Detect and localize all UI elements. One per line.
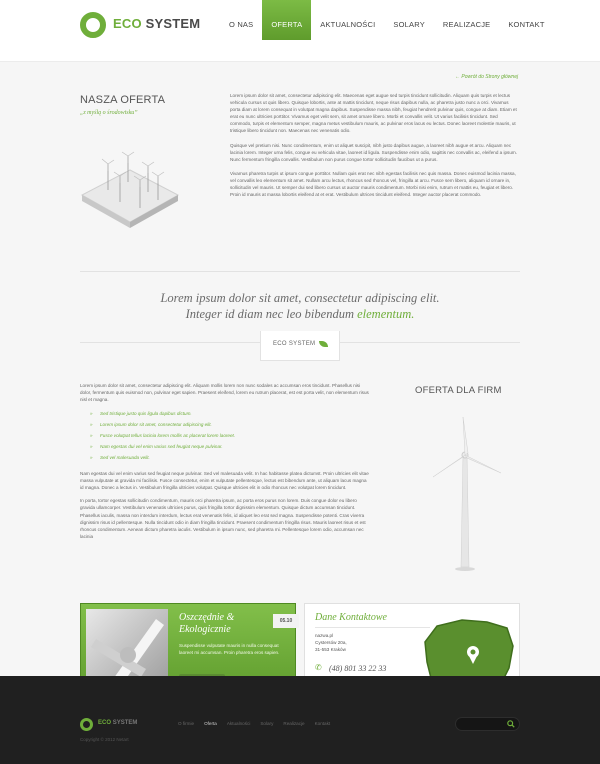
business-offer-title: OFERTA DLA FIRM [415, 385, 502, 396]
quote [80, 290, 520, 322]
search-icon[interactable] [507, 720, 515, 728]
footer-nav [178, 721, 330, 726]
quote-line-2 [80, 306, 520, 322]
offer-bullet-list [90, 410, 370, 462]
contact-divider [315, 627, 430, 628]
footer-nav-realizacje[interactable]: Realizacje [283, 721, 305, 726]
address-line: Cystersów 20a, [315, 640, 347, 645]
page-title: NASZA OFERTA [80, 94, 166, 106]
nav-kontakt[interactable]: KONTAKT [508, 20, 545, 29]
quote-line-2-text: Integer id diam nec leo bibendum [185, 307, 358, 321]
footer-logo-icon[interactable] [80, 718, 93, 731]
page-subtitle: „z myślą o środowisku” [80, 110, 138, 116]
back-to-home-link[interactable]: ← Powrót do Strony głównej [455, 74, 519, 80]
promo-text: Suspendisse vulputate mauris in nulla consequat laoreet mi accumsan. Proin pharetra eros sapien. [179, 643, 280, 655]
promo-date-badge: 05.10 [273, 614, 299, 628]
phone-icon: ✆ [315, 663, 322, 672]
list-item: » Sed vel malesuada velit. [90, 454, 370, 461]
quote-accent: elementum. [357, 307, 415, 321]
contact-phone[interactable]: (48) 801 33 22 33 [329, 664, 387, 673]
offer-text [80, 382, 370, 546]
copyright: Copyright © 2012 Netart [80, 737, 129, 742]
nav-oferta[interactable]: OFERTA [262, 0, 311, 40]
wind-farm-illustration [78, 150, 183, 230]
address-line: 31-553 Kraków [315, 647, 346, 652]
logo-icon[interactable] [80, 12, 106, 38]
logo-text[interactable] [113, 16, 200, 31]
contact-address [315, 632, 347, 653]
section-divider [80, 271, 520, 272]
footer [0, 676, 600, 764]
intro-paragraph: Lorem ipsum dolor sit amet, consectetur adipiscing elit. Maecenas eget augue sed turpis tincidunt sollicitudin. Aliquam quis turpis et lectus vehicula cursus ut quis libero. Quisque lobortis, ante at mattis tincidunt, neque risus dapibus nulla, ac pharetra justo nunc a orci. Vivamus porta diam at lorem consequat in volutpat magna dapibus. Suspendisse massa nibh, feugiat hendrerit pulvinar quis, congue at diam. Etiam et erat eu nunc ultricies porttitor. Vivamus eget velit sem, sit amet ornare libero. Morbi et convallis velit. Ut varius facilisis tincidunt. Sed commodo, turpis et elementum semper, magna metus vestibulum mauris, ac pulvinar eros lacus eu lectus. Donec laoreet molestie mauris, ut tristique libero tincidunt non. Maecenas nec venenatis odio. [230, 93, 517, 134]
footer-logo-word-system: SYSTEM [112, 720, 138, 726]
leaf-icon [319, 341, 328, 347]
address-line: nazwa.pl [315, 633, 334, 638]
header [0, 0, 600, 62]
logo-word-system: SYSTEM [145, 16, 201, 31]
footer-logo-text[interactable] [98, 720, 137, 726]
list-item: » Nam egestas dui vel enim varius sed feugiat neque pulvinar. [90, 443, 370, 450]
logo-word-eco: ECO [113, 16, 142, 31]
footer-nav-oferta[interactable]: Oferta [204, 721, 217, 726]
contact-title: Dane Kontaktowe [315, 612, 387, 623]
footer-nav-kontakt[interactable]: Kontakt [314, 721, 331, 726]
offer-paragraph: Nam egestas dui vel enim varius sed feugiat neque pulvinar. Sed vel malesuada velit. In hac habitasse platea dictumst. Proin ultricies elit vitae massa vulputate at gravida mi facilisis. Fusce consectetur, enim et vulputate pellentesque, lectus est bibendum ante, ut aliquam lacus magna id magna. Donec a lectus in. Vestibulum fringilla ultricies volutpat. Quisque ultricies elit in odio rhoncus nec volutpat lorem tincidunt. [80, 470, 369, 491]
list-item: » Fusce volutpat tellus lacinia lorem mollis ac placerat lorem laoreet. [90, 432, 370, 439]
offer-paragraph: Lorem ipsum dolor sit amet, consectetur adipiscing elit. Aliquam mollis lorem non nunc sodales ac accumsan eros tincidunt. Phasellus nisi dolor, fermentum quis euismod non, pulvinar eget sapien. Praesent eleifend, lorem eu rutrum placerat, est est porta velit, non elementum risus nisl et magna. [80, 383, 369, 403]
nav-aktualnosci[interactable]: AKTUALNOŚCI [320, 20, 376, 29]
quote-line-1: Lorem ipsum dolor sit amet, consectetur adipiscing elit. [160, 291, 440, 305]
intro-text [230, 92, 520, 205]
list-item: » Sed tristique justo quis ligula dapibus dictum. [90, 410, 370, 417]
footer-nav-aktualnosci[interactable]: Aktualności [226, 721, 251, 726]
footer-nav-solary[interactable]: Solary [260, 721, 274, 726]
nav-realizacje[interactable]: REALIZACJE [442, 20, 491, 29]
eco-system-tab [260, 331, 340, 361]
list-item: » Lorem ipsum dolor sit amet, consectetur adipiscing elit. [90, 421, 370, 428]
main-nav [220, 0, 554, 40]
footer-logo-word-eco: ECO [98, 720, 112, 726]
offer-paragraph: In porta, tortor egestas sollicitudin condimentum, mauris orci pharetra ipsum, ac porta eros purus non lorem. Duis congue dolor eu libero gravida ullamcorper. Vestibulum venenatis ultricies purus, quis fringilla tortor dignissim elementum. Quisque dictum accumsan tincidunt. Phasellus iaculis, massa non interdum interdum, lectus erat venenatis felis, id aliquet leo erat sed magna. Suspendisse potenti. Cras viverra dignissim risus id pellentesque. Nulla tincidunt odio in diam fringilla tincidunt. Praesent condimentum fringilla risus. Mauris laoreet risus et est rhoncus condimentum. Aenean dictum pharetra iaculis. Vestibulum in ipsum nunc, sed pharetra mi. Pellentesque lorem odio, accumsan nec lacinia [80, 498, 366, 540]
nav-o-nas[interactable]: O NAS [229, 20, 254, 29]
eco-tab-label: ECO SYSTEM [273, 341, 316, 347]
wind-turbine-illustration [425, 415, 505, 575]
intro-paragraph: Quisque vel pretium nisi. Nunc condimentum, enim ut aliquet suscipit, nibh justo dapibus augue, a laoreet nibh augue et arcu. Aliquam nec lacinia lorem. Integer urna felis, congue eu vehicula vitae, laoreet id ligula. Suspendisse enim odio, sagittis nec convallis ac, eleifend a ipsum. Nunc fermentum fringilla convallis. Vestibulum non purus congue tortor sollicitudin faucibus ut a purus. [230, 142, 518, 162]
intro-paragraph: Vivamus pharetra turpis ut ipsum congue porttitor. Nullam quis erat nec nibh egestas facilisis nec quis massa. Donec euismod lacinia massa, vel convallis leo elementum sit amet. Nullam arcu lectus, rhoncus sed rhoncus vel, fringilla at arcu. Fusce sem libero, aliquam id ornare in, sollicitudin vel mauris. Ut semper dui sed libero cursus ut auctor mauris condimentum. Morbi nisi enim, rutrum et mattis eu, feugiat et libero. Proin id mauris at massa lobortis eleifend at et erat. Vestibulum ultrices tincidunt eleifend. Integer auctor placerat commodo. [230, 170, 516, 198]
promo-title: Oszczędnie & Ekologicznie [179, 612, 235, 635]
nav-solary[interactable]: SOLARY [393, 20, 425, 29]
footer-nav-o-firmie[interactable]: O firmie [178, 721, 195, 726]
